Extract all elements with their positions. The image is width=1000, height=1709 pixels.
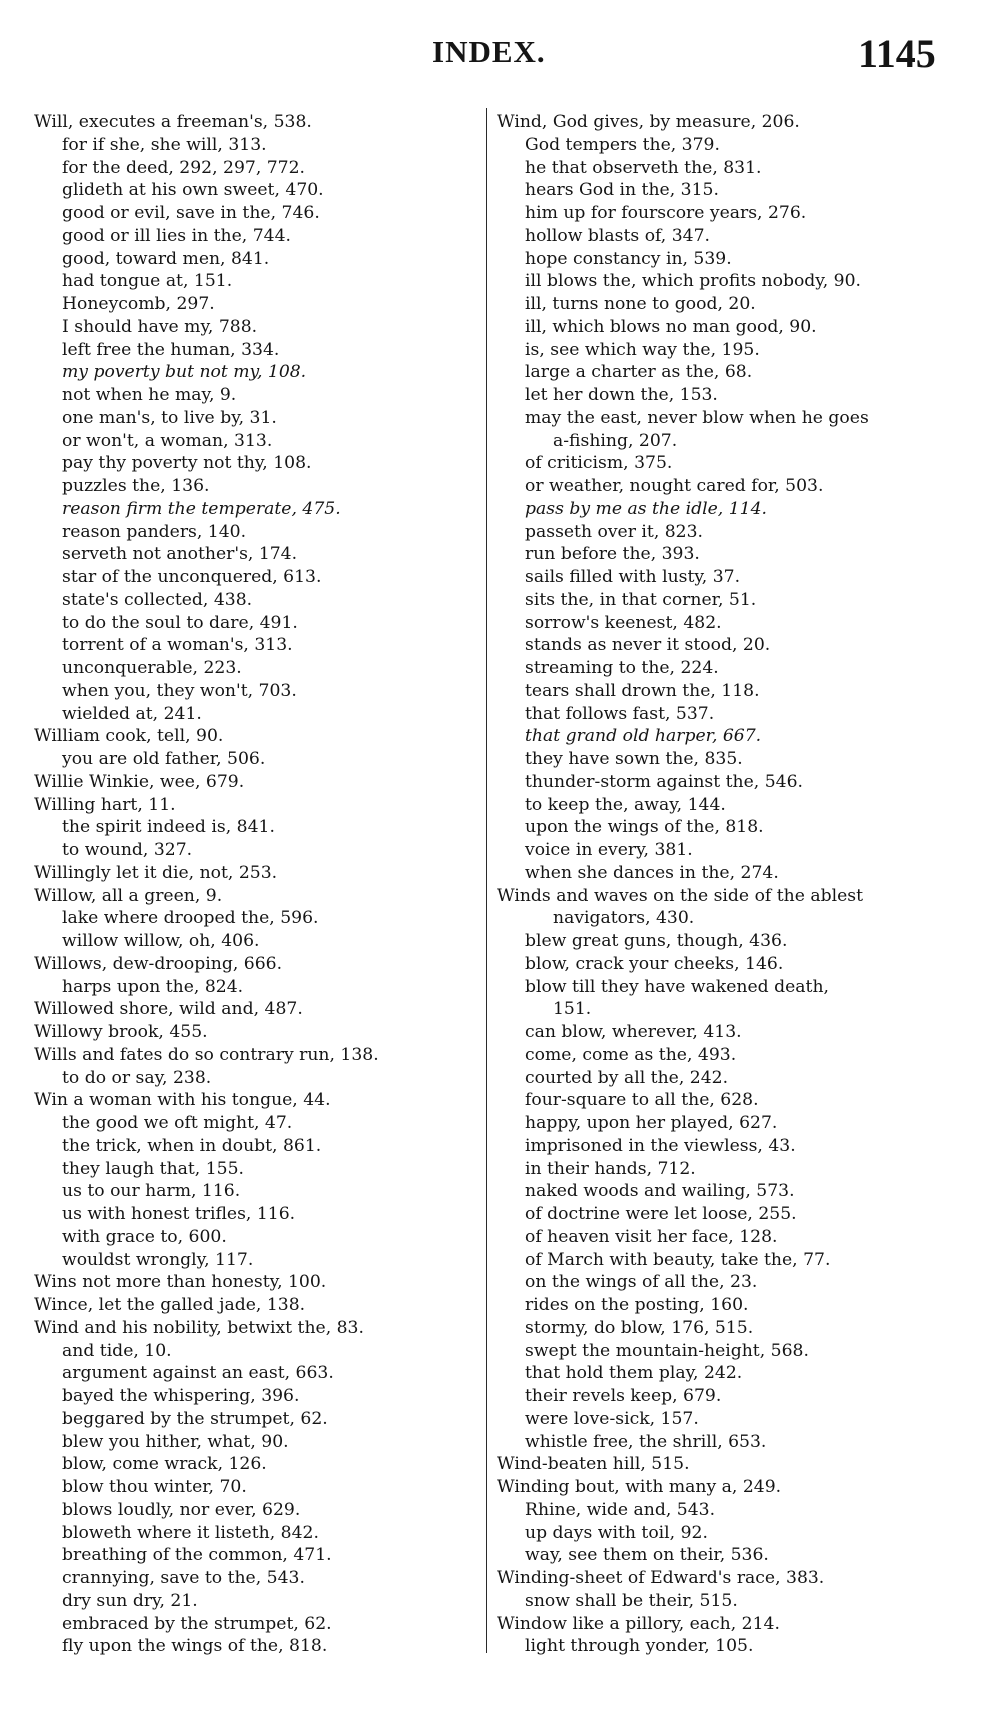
index-subentry: swept the mountain-height, 568. — [525, 1340, 809, 1361]
page-number: 1145 — [858, 31, 936, 76]
page-title: INDEX. — [432, 34, 546, 69]
index-subentry: or weather, nought cared for, 503. — [525, 476, 824, 496]
index-subentry: bloweth where it listeth, 842. — [62, 1522, 319, 1543]
index-column-left — [34, 111, 504, 1658]
index-entry: Wins not more than honesty, 100. — [34, 1272, 327, 1293]
index-subentry: sorrow's keenest, 482. — [525, 612, 722, 633]
index-subentry: streaming to the, 224. — [525, 658, 719, 678]
index-subentry: were love-sick, 157. — [525, 1408, 699, 1429]
index-subentry: state's collected, 438. — [62, 589, 253, 610]
index-subentry: on the wings of all the, 23. — [525, 1272, 758, 1293]
index-subentry: voice in every, 381. — [525, 840, 693, 860]
index-subentry: with grace to, 600. — [62, 1226, 227, 1247]
index-subentry: torrent of a woman's, 313. — [62, 635, 293, 656]
index-subentry: I should have my, 788. — [62, 316, 258, 337]
index-subentry: of doctrine were let loose, 255. — [525, 1204, 797, 1224]
index-subentry: passeth over it, 823. — [525, 521, 704, 542]
index-subentry: blew great guns, though, 436. — [525, 931, 788, 951]
index-entry: Win a woman with his tongue, 44. — [34, 1090, 331, 1111]
index-subentry: courted by all the, 242. — [525, 1067, 729, 1088]
index-subentry: let her down the, 153. — [525, 385, 718, 405]
index-subentry: thunder-storm against the, 546. — [525, 771, 803, 792]
index-subentry: blew you hither, what, 90. — [62, 1431, 289, 1452]
index-subentry: sails filled with lusty, 37. — [525, 567, 741, 587]
index-entry: Willowed shore, wild and, 487. — [34, 999, 303, 1020]
index-subentry: glideth at his own sweet, 470. — [62, 180, 324, 201]
index-subentry: is, see which way the, 195. — [525, 339, 760, 360]
index-subentry: light through yonder, 105. — [525, 1636, 754, 1657]
index-subentry: serveth not another's, 174. — [62, 544, 298, 565]
index-subentry: run before the, 393. — [525, 544, 700, 565]
index-subentry: had tongue at, 151. — [62, 271, 233, 292]
index-subentry: may the east, never blow when he goes — [525, 407, 869, 428]
index-subentry: unconquerable, 223. — [62, 658, 242, 678]
index-subentry: blow, come wrack, 126. — [62, 1454, 267, 1475]
index-subentry: reason panders, 140. — [62, 521, 247, 542]
index-subentry: one man's, to live by, 31. — [62, 407, 277, 428]
index-subentry: him up for fourscore years, 276. — [525, 203, 807, 223]
index-subentry: fly upon the wings of the, 818. — [62, 1636, 328, 1657]
index-subentry: harps upon the, 824. — [62, 976, 244, 997]
index-subentry: upon the wings of the, 818. — [525, 817, 764, 838]
index-subentry: breathing of the common, 471. — [62, 1545, 332, 1566]
index-subentry: hope constancy in, 539. — [525, 248, 732, 269]
index-subentry: the good we oft might, 47. — [62, 1113, 293, 1133]
index-entry: Wills and fates do so contrary run, 138. — [34, 1044, 379, 1065]
index-subentry: and tide, 10. — [62, 1340, 172, 1361]
index-subentry: come, come as the, 493. — [525, 1044, 737, 1065]
index-subentry: for if she, she will, 313. — [62, 134, 267, 155]
index-subentry: or won't, a woman, 313. — [62, 430, 273, 451]
index-column-right — [497, 111, 967, 1658]
index-entry: Willingly let it die, not, 253. — [34, 862, 278, 883]
index-subentry: a-fishing, 207. — [553, 430, 678, 451]
index-subentry: they have sown the, 835. — [525, 749, 743, 769]
index-subentry: good or evil, save in the, 746. — [62, 203, 320, 223]
index-subentry: crannying, save to the, 543. — [62, 1568, 305, 1588]
index-subentry: up days with toil, 92. — [525, 1522, 708, 1543]
index-subentry: stands as never it stood, 20. — [525, 635, 771, 656]
index-entry: Winding bout, with many a, 249. — [497, 1477, 782, 1497]
index-subentry: dry sun dry, 21. — [62, 1590, 198, 1611]
index-entry: Winding-sheet of Edward's race, 383. — [497, 1568, 825, 1588]
index-subentry: argument against an east, 663. — [62, 1363, 334, 1384]
index-subentry: sits the, in that corner, 51. — [525, 589, 757, 610]
index-subentry: their revels keep, 679. — [525, 1386, 722, 1406]
index-subentry: snow shall be their, 515. — [525, 1590, 738, 1611]
index-subentry: that follows fast, 537. — [525, 703, 715, 724]
index-entry: Will, executes a freeman's, 538. — [34, 112, 312, 132]
index-subentry: of March with beauty, take the, 77. — [525, 1249, 831, 1270]
index-subentry: good, toward men, 841. — [62, 248, 270, 269]
index-subentry: that hold them play, 242. — [525, 1363, 743, 1384]
index-entry: Wind, God gives, by measure, 206. — [497, 112, 800, 132]
index-subentry: blow till they have wakened death, — [525, 976, 829, 997]
index-subentry: of heaven visit her face, 128. — [525, 1226, 778, 1247]
index-entry: Wind-beaten hill, 515. — [497, 1454, 690, 1475]
index-subentry: that grand old harper, 667. — [525, 726, 762, 747]
index-subentry: us with honest trifles, 116. — [62, 1204, 296, 1224]
index-entry: Willie Winkie, wee, 679. — [34, 771, 245, 792]
index-entry: William cook, tell, 90. — [34, 726, 224, 747]
index-subentry: the trick, when in doubt, 861. — [62, 1135, 322, 1156]
index-subentry: blow, crack your cheeks, 146. — [525, 953, 784, 974]
index-subentry: ill, turns none to good, 20. — [525, 294, 756, 314]
index-subentry: 151. — [553, 999, 592, 1020]
index-subentry: rides on the posting, 160. — [525, 1295, 749, 1315]
index-subentry: Honeycomb, 297. — [62, 294, 215, 314]
index-subentry: four-square to all the, 628. — [525, 1090, 759, 1111]
index-subentry: when she dances in the, 274. — [525, 862, 779, 883]
index-subentry: puzzles the, 136. — [62, 476, 210, 496]
index-subentry: in their hands, 712. — [525, 1158, 696, 1179]
index-subentry: imprisoned in the viewless, 43. — [525, 1135, 796, 1156]
index-subentry: to wound, 327. — [62, 840, 193, 860]
index-entry: Willow, all a green, 9. — [34, 885, 223, 906]
index-subentry: not when he may, 9. — [62, 385, 237, 405]
index-subentry: to do the soul to dare, 491. — [62, 612, 298, 633]
index-subentry: blow thou winter, 70. — [62, 1477, 247, 1497]
index-subentry: ill, which blows no man good, 90. — [525, 316, 817, 337]
index-entry: Window like a pillory, each, 214. — [497, 1613, 780, 1634]
index-subentry: reason firm the temperate, 475. — [62, 498, 341, 519]
index-subentry: you are old father, 506. — [62, 749, 266, 769]
index-subentry: pass by me as the idle, 114. — [525, 498, 767, 519]
index-subentry: hears God in the, 315. — [525, 180, 719, 201]
index-subentry: for the deed, 292, 297, 772. — [62, 157, 306, 178]
index-subentry: willow willow, oh, 406. — [62, 931, 260, 951]
index-subentry: wouldst wrongly, 117. — [62, 1249, 254, 1270]
index-entry: Wince, let the galled jade, 138. — [34, 1295, 306, 1315]
index-subentry: blows loudly, nor ever, 629. — [62, 1499, 301, 1520]
index-subentry: beggared by the strumpet, 62. — [62, 1408, 328, 1429]
index-subentry: star of the unconquered, 613. — [62, 567, 322, 587]
index-entry: Willows, dew-drooping, 666. — [34, 953, 283, 974]
index-subentry: he that observeth the, 831. — [525, 157, 762, 178]
index-subentry: tears shall drown the, 118. — [525, 680, 760, 701]
index-subentry: navigators, 430. — [553, 908, 695, 929]
index-subentry: naked woods and wailing, 573. — [525, 1181, 795, 1202]
index-subentry: God tempers the, 379. — [525, 134, 720, 155]
index-subentry: embraced by the strumpet, 62. — [62, 1613, 332, 1634]
index-subentry: when you, they won't, 703. — [62, 680, 297, 701]
index-subentry: wielded at, 241. — [62, 703, 202, 724]
index-subentry: hollow blasts of, 347. — [525, 225, 710, 246]
index-subentry: whistle free, the shrill, 653. — [525, 1431, 767, 1452]
index-subentry: us to our harm, 116. — [62, 1181, 241, 1202]
index-entry: Winds and waves on the side of the ablest — [497, 885, 863, 906]
index-subentry: bayed the whispering, 396. — [62, 1386, 300, 1406]
index-subentry: can blow, wherever, 413. — [525, 1022, 742, 1042]
index-entry: Willowy brook, 455. — [34, 1022, 208, 1042]
index-subentry: to do or say, 238. — [62, 1067, 212, 1088]
index-subentry: left free the human, 334. — [62, 339, 280, 360]
index-subentry: lake where drooped the, 596. — [62, 908, 319, 929]
index-subentry: to keep the, away, 144. — [525, 794, 726, 815]
index-subentry: happy, upon her played, 627. — [525, 1113, 778, 1133]
index-subentry: good or ill lies in the, 744. — [62, 225, 291, 246]
index-subentry: of criticism, 375. — [525, 453, 673, 474]
index-subentry: pay thy poverty not thy, 108. — [62, 453, 312, 474]
index-subentry: the spirit indeed is, 841. — [62, 817, 275, 838]
index-entry: Wind and his nobility, betwixt the, 83. — [34, 1317, 364, 1338]
index-subentry: my poverty but not my, 108. — [62, 362, 307, 383]
index-subentry: stormy, do blow, 176, 515. — [525, 1317, 754, 1338]
index-subentry: they laugh that, 155. — [62, 1158, 244, 1179]
column-divider — [486, 108, 487, 1653]
index-subentry: ill blows the, which profits nobody, 90. — [525, 271, 861, 292]
index-subentry: way, see them on their, 536. — [525, 1545, 769, 1566]
index-subentry: Rhine, wide and, 543. — [525, 1499, 716, 1520]
index-subentry: large a charter as the, 68. — [525, 362, 753, 383]
index-entry: Willing hart, 11. — [34, 794, 176, 815]
